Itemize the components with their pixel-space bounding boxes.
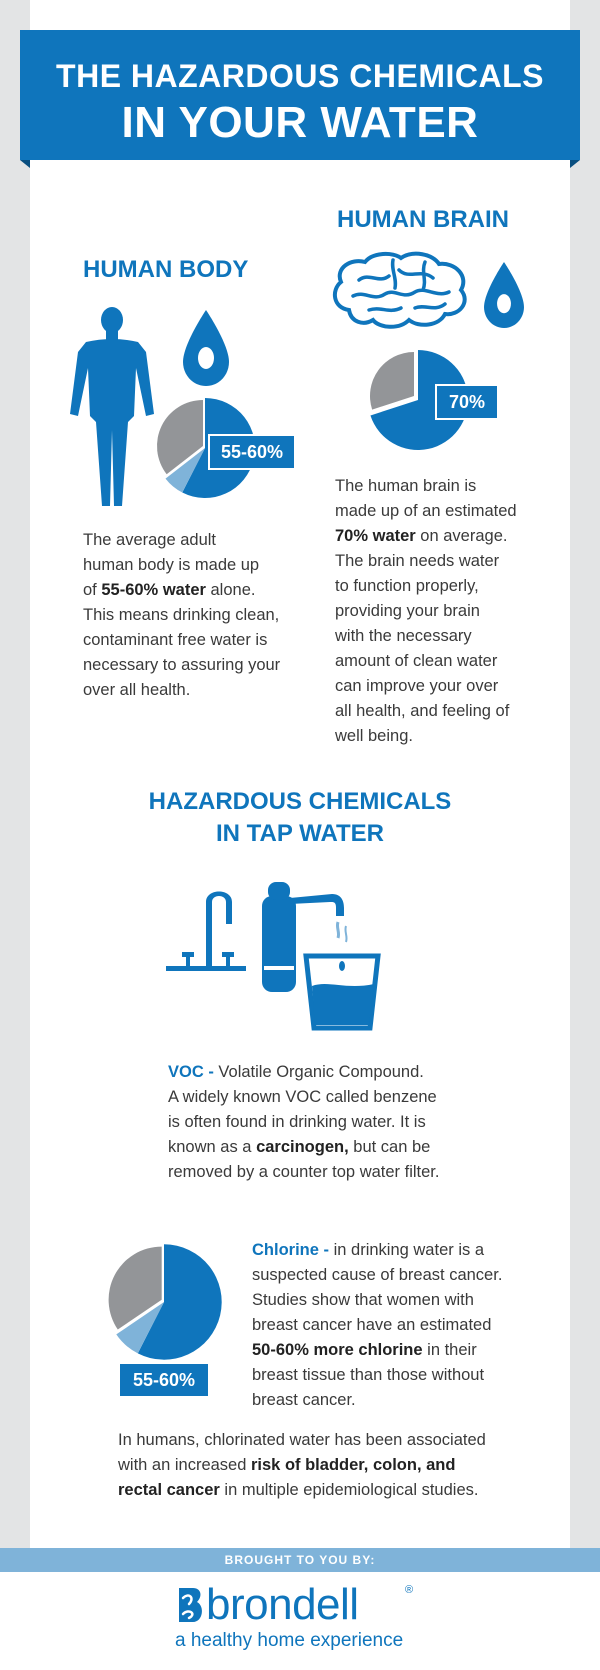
voc-text-line: removed by a counter top water filter. bbox=[168, 1163, 440, 1181]
chlorine-text-line: breast cancer. bbox=[252, 1391, 356, 1409]
extra-text-bold: rectal cancer bbox=[118, 1481, 220, 1499]
chlorine-text-line: breast cancer have an estimated bbox=[252, 1316, 492, 1334]
human-body-heading: HUMAN BODY bbox=[83, 256, 249, 283]
title-line-2: IN YOUR WATER bbox=[121, 98, 479, 147]
voc-term: VOC - bbox=[168, 1063, 219, 1081]
human-brain-heading: HUMAN BRAIN bbox=[337, 206, 509, 233]
chlorine-text-line: breast tissue than those without bbox=[252, 1366, 485, 1384]
body-text-line: The average adult bbox=[83, 531, 217, 549]
brought-to-you-by-band: BROUGHT TO YOU BY: bbox=[0, 1548, 600, 1572]
brain-paragraph bbox=[335, 474, 555, 749]
brain-text-line: to function properly, bbox=[335, 577, 479, 595]
brain-text-line: all health, and feeling of bbox=[335, 702, 510, 720]
brand-name: brondell bbox=[206, 1580, 359, 1629]
body-text-segment: alone. bbox=[205, 581, 256, 599]
extra-text-line: In humans, chlorinated water has been associated bbox=[118, 1431, 486, 1449]
voc-text-segment: Volatile Organic Compound. bbox=[218, 1063, 424, 1081]
banner-fold-left bbox=[20, 160, 30, 168]
brain-text-line: The human brain is bbox=[335, 477, 477, 495]
water-drop-icon bbox=[183, 310, 229, 386]
chlorine-text-line: suspected cause of breast cancer. bbox=[252, 1266, 503, 1284]
brain-text-line: with the necessary bbox=[335, 627, 472, 645]
extra-text-line bbox=[118, 1453, 558, 1478]
body-text-segment: of bbox=[83, 581, 102, 599]
extra-text-segment: in multiple epidemiological studies. bbox=[219, 1481, 479, 1499]
body-text-line: contaminant free water is bbox=[83, 631, 268, 649]
body-text-line: This means drinking clean, bbox=[83, 606, 280, 624]
chlorine-text-line bbox=[252, 1338, 552, 1363]
tap-heading-line-1: HAZARDOUS CHEMICALS bbox=[148, 788, 452, 815]
pie-slice-other bbox=[370, 352, 414, 410]
registered-mark: ® bbox=[405, 1584, 414, 1596]
brondell-logo-icon bbox=[175, 1586, 205, 1624]
voc-text-bold: carcinogen, bbox=[256, 1138, 349, 1156]
tap-water-heading bbox=[0, 786, 600, 850]
extra-text-line bbox=[118, 1478, 558, 1503]
body-text-bold: 55-60% water bbox=[101, 581, 206, 599]
body-text-line bbox=[83, 578, 313, 603]
brain-text-line: amount of clean water bbox=[335, 652, 498, 670]
title-line-1: THE HAZARDOUS CHEMICALS bbox=[56, 58, 544, 94]
chlorine-extra-paragraph bbox=[118, 1428, 558, 1503]
chlorine-text-segment: in their bbox=[422, 1341, 477, 1359]
voc-text-line bbox=[168, 1060, 508, 1085]
faucet-icon bbox=[166, 880, 252, 974]
chlorine-text-line bbox=[252, 1238, 552, 1263]
human-figure-icon bbox=[62, 306, 162, 510]
brain-icon bbox=[329, 250, 471, 332]
brain-text-line: The brain needs water bbox=[335, 552, 500, 570]
title-banner bbox=[20, 30, 580, 160]
voc-text-line bbox=[168, 1135, 508, 1160]
body-text-line: necessary to assuring your bbox=[83, 656, 281, 674]
extra-text-bold: risk of bladder, colon, and bbox=[251, 1456, 456, 1474]
brain-text-line: made up of an estimated bbox=[335, 502, 517, 520]
body-percent-badge: 55-60% bbox=[208, 434, 296, 470]
tap-heading-line-2: IN TAP WATER bbox=[216, 820, 384, 847]
voc-paragraph bbox=[168, 1060, 508, 1185]
footer-brand-area bbox=[0, 1572, 600, 1670]
brain-percent-badge: 70% bbox=[435, 384, 499, 420]
brain-text-line: providing your brain bbox=[335, 602, 480, 620]
voc-text-segment: but can be bbox=[348, 1138, 431, 1156]
body-text-line: human body is made up bbox=[83, 556, 260, 574]
voc-text-line: A widely known VOC called benzene bbox=[168, 1088, 437, 1106]
brain-text-segment: on average. bbox=[415, 527, 508, 545]
chlorine-pie-chart bbox=[104, 1242, 224, 1362]
brain-text-line: well being. bbox=[335, 727, 413, 745]
voc-text-line: is often found in drinking water. It is bbox=[168, 1113, 426, 1131]
water-filter-glass-icon bbox=[262, 882, 384, 1030]
chlorine-text-line: Studies show that women with bbox=[252, 1291, 474, 1309]
body-paragraph bbox=[83, 528, 313, 703]
chlorine-term: Chlorine - bbox=[252, 1241, 334, 1259]
brain-text-line: can improve your over bbox=[335, 677, 499, 695]
brain-text-bold: 70% water bbox=[335, 527, 416, 545]
voc-text-segment: known as a bbox=[168, 1138, 257, 1156]
chlorine-text-bold: 50-60% more chlorine bbox=[252, 1341, 423, 1359]
chlorine-paragraph bbox=[252, 1238, 552, 1413]
chlorine-text-segment: in drinking water is a bbox=[333, 1241, 484, 1259]
body-text-line: over all health. bbox=[83, 681, 191, 699]
water-drop-icon bbox=[483, 262, 525, 328]
chlorine-percent-badge: 55-60% bbox=[118, 1362, 210, 1398]
extra-text-segment: with an increased bbox=[118, 1456, 251, 1474]
brain-text-line bbox=[335, 524, 555, 549]
banner-fold-right bbox=[570, 160, 580, 168]
brand-tagline: a healthy home experience bbox=[175, 1630, 404, 1651]
